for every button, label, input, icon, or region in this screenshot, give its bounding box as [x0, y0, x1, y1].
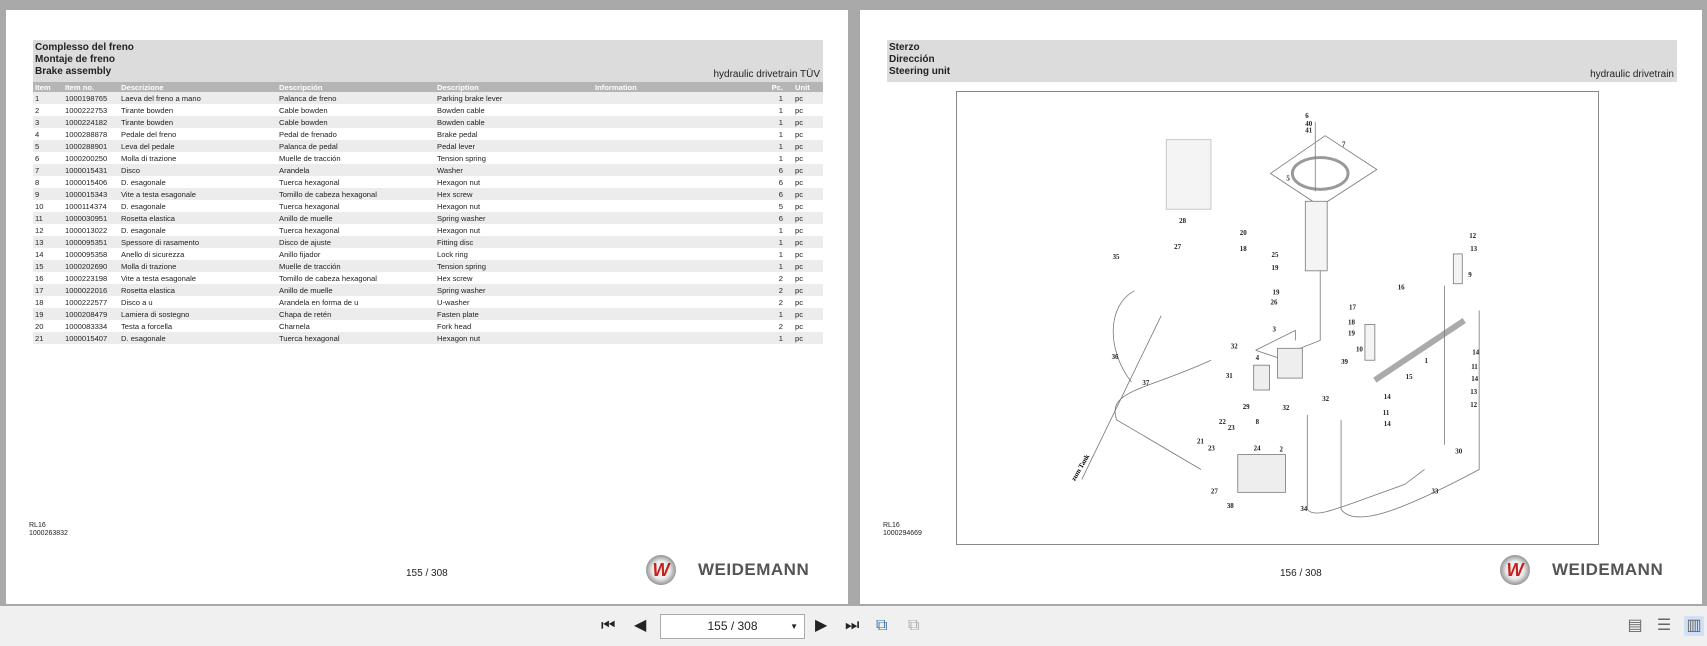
- table-row: [33, 176, 823, 188]
- table-cell: 1000224182: [63, 116, 119, 128]
- table-row: [33, 128, 823, 140]
- table-cell: 1: [778, 153, 783, 163]
- callout-label: 32: [1322, 394, 1330, 403]
- footer-model: RL16: [883, 522, 900, 529]
- table-row: [33, 116, 823, 128]
- first-page-button[interactable]: ⏮: [601, 617, 616, 634]
- column-header: Item: [33, 82, 63, 92]
- table-cell: 9: [33, 188, 63, 200]
- callout-label: 25: [1271, 250, 1279, 259]
- table-cell: 6: [759, 164, 793, 176]
- table-cell: Hexagon nut: [435, 332, 593, 344]
- callout-label: 27: [1174, 242, 1182, 251]
- table-cell: Spring washer: [435, 284, 593, 296]
- table-cell: Lamiera di sostegno: [119, 308, 277, 320]
- table-cell: [593, 92, 759, 104]
- table-cell: D. esagonale: [121, 177, 166, 187]
- callout-label: 35: [1112, 252, 1120, 261]
- table-cell: Hexagon nut: [437, 177, 481, 187]
- callout-label: 33: [1431, 487, 1439, 496]
- weidemann-logo: W WEIDEMANN: [1500, 553, 1680, 587]
- two-page-view-icon[interactable]: ▥: [1684, 616, 1704, 636]
- table-cell: Vite a testa esagonale: [121, 273, 197, 283]
- table-row: [33, 104, 823, 116]
- table-cell: Tuerca hexagonal: [279, 177, 340, 187]
- table-cell: pc: [793, 332, 823, 344]
- table-row: [33, 260, 823, 272]
- tank-label: zum Tank: [1069, 452, 1092, 483]
- table-cell: pc: [795, 225, 804, 235]
- table-cell: 11: [33, 212, 63, 224]
- table-cell: 1000030951: [63, 212, 119, 224]
- table-cell: pc: [795, 153, 804, 163]
- table-cell: 1: [778, 105, 783, 115]
- table-cell: D. esagonale: [121, 225, 166, 235]
- callout-label: 12: [1470, 400, 1478, 409]
- table-row: [33, 236, 823, 248]
- table-cell: 1000015407: [63, 332, 119, 344]
- callout-label: 40: [1305, 119, 1313, 128]
- callout-label: 8: [1255, 417, 1260, 426]
- callout-label: 17: [1349, 303, 1356, 312]
- right-page: [860, 10, 1702, 604]
- table-cell: pc: [795, 201, 804, 211]
- table-cell: Bowden cable: [435, 116, 593, 128]
- table-cell: Washer: [435, 164, 593, 176]
- table-row: [33, 272, 823, 284]
- table-cell: 1000208479: [63, 308, 119, 320]
- table-cell: pc: [793, 164, 823, 176]
- table-row: [33, 152, 823, 164]
- weidemann-logo: W WEIDEMANN: [646, 553, 826, 587]
- table-cell: 2: [759, 284, 793, 296]
- callout-label: 19: [1272, 288, 1280, 297]
- table-cell: [593, 260, 759, 272]
- table-cell: Anillo fijador: [279, 249, 321, 259]
- table-cell: Chapa de retén: [277, 308, 435, 320]
- table-row: [33, 200, 823, 212]
- callout-label: 41: [1305, 126, 1313, 135]
- table-cell: 8: [35, 177, 40, 187]
- table-cell: [593, 128, 759, 140]
- variant-label: hydraulic drivetrain TÜV: [713, 69, 820, 80]
- callout-label: 3: [1272, 325, 1277, 334]
- table-cell: Tirante bowden: [119, 116, 277, 128]
- callout-label: 15: [1405, 373, 1413, 382]
- column-header: Descripción: [277, 82, 435, 92]
- table-row: [33, 164, 823, 176]
- table-cell: 1000095358: [65, 249, 108, 259]
- table-cell: [593, 140, 759, 152]
- table-cell: pc: [795, 321, 804, 331]
- table-cell: 1: [759, 140, 793, 152]
- table-cell: pc: [795, 105, 804, 115]
- table-cell: Cable bowden: [279, 105, 328, 115]
- table-cell: 1000015431: [63, 164, 119, 176]
- table-cell: Muelle de tracción: [277, 260, 435, 272]
- callout-label: 4: [1255, 354, 1260, 363]
- table-cell: [593, 296, 759, 308]
- table-cell: Parking brake lever: [435, 92, 593, 104]
- table-row: [33, 320, 823, 332]
- callout-label: 5: [1286, 174, 1290, 183]
- last-page-button[interactable]: ⏭: [845, 617, 860, 634]
- table-cell: Tuerca hexagonal: [279, 201, 340, 211]
- next-page-button[interactable]: ▶: [815, 617, 828, 634]
- title-it: Sterzo: [889, 42, 920, 53]
- callout-label: 2: [1279, 445, 1283, 454]
- callout-label: 28: [1179, 217, 1187, 226]
- table-cell: pc: [795, 249, 804, 259]
- callout-label: 19: [1348, 329, 1355, 338]
- callout-label: 23: [1227, 423, 1235, 432]
- table-cell: 18: [35, 297, 44, 307]
- table-cell: D. esagonale: [121, 201, 166, 211]
- single-page-view-icon[interactable]: ▤: [1627, 617, 1643, 634]
- table-cell: 6: [35, 153, 40, 163]
- table-cell: Molla di trazione: [121, 153, 177, 163]
- table-cell: 1000022016: [63, 284, 119, 296]
- callout-label: 27: [1210, 487, 1218, 496]
- callout-label: 23: [1207, 444, 1215, 453]
- table-row: [33, 308, 823, 320]
- table-cell: Pedal lever: [435, 140, 593, 152]
- table-cell: [593, 164, 759, 176]
- table-cell: 6: [759, 212, 793, 224]
- table-cell: Arandela: [277, 164, 435, 176]
- table-cell: Anillo de muelle: [277, 212, 435, 224]
- callout-label: 36: [1111, 353, 1119, 362]
- title-en: Brake assembly: [35, 66, 112, 77]
- table-cell: U-washer: [437, 297, 470, 307]
- table-cell: Palanca de pedal: [277, 140, 435, 152]
- table-cell: Rosetta elastica: [119, 212, 277, 224]
- table-cell: Tension spring: [435, 260, 593, 272]
- table-cell: Spring washer: [435, 212, 593, 224]
- table-cell: [593, 176, 759, 188]
- table-cell: [593, 236, 759, 248]
- callout-label: 18: [1348, 318, 1355, 327]
- column-header: Pc.: [759, 82, 793, 92]
- table-cell: [593, 320, 759, 332]
- callout-label: 37: [1142, 379, 1150, 388]
- table-cell: [593, 248, 759, 260]
- table-cell: pc: [793, 308, 823, 320]
- table-cell: Anello di sicurezza: [121, 249, 185, 259]
- table-cell: Disco: [119, 164, 277, 176]
- table-cell: 1: [759, 260, 793, 272]
- table-cell: Arandela en forma de u: [279, 297, 359, 307]
- table-cell: pc: [793, 260, 823, 272]
- variant-label: hydraulic drivetrain: [1590, 69, 1674, 80]
- table-cell: pc: [793, 284, 823, 296]
- callout-label: 7: [1342, 140, 1346, 149]
- table-cell: 1000202690: [63, 260, 119, 272]
- table-cell: 1000198765: [63, 92, 119, 104]
- table-cell: pc: [793, 212, 823, 224]
- table-cell: Vite a testa esagonale: [119, 188, 277, 200]
- callout-label: 21: [1197, 437, 1204, 446]
- table-cell: Tuerca hexagonal: [277, 332, 435, 344]
- table-row: [33, 248, 823, 260]
- table-cell: 1: [778, 129, 783, 139]
- table-cell: 5: [778, 201, 783, 211]
- table-cell: 13: [33, 236, 63, 248]
- table-cell: Hexagon nut: [437, 225, 481, 235]
- table-cell: 20: [35, 321, 44, 331]
- section-header: [887, 40, 1677, 82]
- viewer-toolbar: [0, 606, 1707, 646]
- callout-label: 26: [1270, 298, 1278, 307]
- table-cell: Brake pedal: [437, 129, 478, 139]
- page-selector[interactable]: 155 / 308 ▼: [660, 614, 805, 639]
- table-cell: 1000288901: [63, 140, 119, 152]
- table-cell: Lock ring: [437, 249, 468, 259]
- table-cell: Rosetta elastica: [119, 284, 277, 296]
- table-cell: pc: [795, 177, 804, 187]
- table-cell: Tension spring: [437, 153, 486, 163]
- table-cell: pc: [793, 92, 823, 104]
- left-page: [6, 10, 848, 604]
- parts-table: [33, 82, 823, 344]
- table-cell: Leva del pedale: [119, 140, 277, 152]
- table-cell: 1000288878: [65, 129, 108, 139]
- table-cell: 4: [35, 129, 40, 139]
- table-cell: D. esagonale: [119, 332, 277, 344]
- table-cell: 14: [35, 249, 44, 259]
- table-cell: 19: [33, 308, 63, 320]
- table-cell: 5: [33, 140, 63, 152]
- column-header: Descrizione: [119, 82, 277, 92]
- table-row: [33, 332, 823, 344]
- callout-label: 32: [1230, 342, 1238, 351]
- table-cell: Pedale del freno: [121, 129, 177, 139]
- table-row: [33, 188, 823, 200]
- title-en: Steering unit: [889, 66, 951, 77]
- table-cell: 1000222753: [65, 105, 108, 115]
- table-cell: Bowden cable: [437, 105, 485, 115]
- callout-label: 16: [1397, 283, 1405, 292]
- table-cell: 7: [33, 164, 63, 176]
- table-row: [33, 140, 823, 152]
- callout-label: 32: [1282, 403, 1290, 412]
- callout-label: 1: [1424, 357, 1428, 366]
- column-header: Item no.: [63, 82, 119, 92]
- callout-label: 34: [1300, 505, 1308, 514]
- table-cell: 2: [778, 297, 783, 307]
- title-es: Dirección: [889, 54, 935, 65]
- table-cell: 1: [759, 116, 793, 128]
- table-cell: Fitting disc: [435, 236, 593, 248]
- table-cell: [593, 308, 759, 320]
- table-cell: Spessore di rasamento: [119, 236, 277, 248]
- table-cell: 1000222577: [65, 297, 108, 307]
- table-cell: Charnela: [279, 321, 310, 331]
- callout-label: 14: [1383, 419, 1391, 428]
- chevron-down-icon: ▼: [790, 622, 798, 631]
- callout-label: 22: [1218, 417, 1226, 426]
- callout-label: 14: [1472, 348, 1480, 357]
- table-cell: [593, 104, 759, 116]
- column-header: Description: [435, 82, 593, 92]
- callout-label: 11: [1471, 363, 1478, 372]
- table-cell: pc: [795, 129, 804, 139]
- back-view-icon[interactable]: ⧉: [876, 617, 888, 634]
- table-cell: 16: [35, 273, 44, 283]
- table-cell: 1000114374: [65, 201, 107, 211]
- table-cell: 1000013022: [65, 225, 108, 235]
- table-cell: 1: [33, 92, 63, 104]
- table-cell: 6: [759, 188, 793, 200]
- callout-label: 14: [1471, 375, 1479, 384]
- table-cell: pc: [793, 116, 823, 128]
- table-cell: [593, 188, 759, 200]
- table-cell: Disco de ajuste: [277, 236, 435, 248]
- table-cell: Tirante bowden: [121, 105, 174, 115]
- callout-label: 24: [1253, 444, 1261, 453]
- table-cell: 1: [759, 236, 793, 248]
- footer-doc-number: 1000294669: [883, 530, 922, 537]
- table-cell: [593, 332, 759, 344]
- table-cell: pc: [793, 140, 823, 152]
- table-cell: Fasten plate: [435, 308, 593, 320]
- callout-label: 31: [1225, 372, 1233, 381]
- table-cell: Tuerca hexagonal: [279, 225, 340, 235]
- callout-label: 38: [1226, 502, 1234, 511]
- table-cell: [593, 224, 759, 236]
- table-cell: Testa a forcella: [121, 321, 173, 331]
- table-cell: Cable bowden: [277, 116, 435, 128]
- callout-label: 30: [1455, 447, 1463, 456]
- table-cell: [593, 200, 759, 212]
- table-cell: 10: [35, 201, 44, 211]
- callout-label: 9: [1468, 270, 1472, 279]
- table-cell: 15: [33, 260, 63, 272]
- table-cell: Hexagon nut: [437, 201, 481, 211]
- table-cell: [593, 116, 759, 128]
- exploded-view-drawing: [957, 92, 1598, 544]
- column-header: Unit: [793, 82, 823, 92]
- table-cell: 1000015343: [63, 188, 119, 200]
- table-cell: 1000095351: [63, 236, 119, 248]
- footer-model: RL16: [29, 522, 46, 529]
- table-cell: 1: [759, 92, 793, 104]
- table-row: [33, 212, 823, 224]
- table-cell: 2: [35, 105, 40, 115]
- callout-label: 12: [1469, 232, 1477, 241]
- callout-label: 13: [1470, 387, 1478, 396]
- table-cell: 3: [33, 116, 63, 128]
- table-cell: 2: [778, 273, 783, 283]
- table-cell: Tomillo de cabeza hexagonal: [279, 273, 377, 283]
- table-cell: 1000200250: [65, 153, 108, 163]
- table-cell: pc: [793, 188, 823, 200]
- page-number: 155 / 308: [406, 568, 448, 579]
- forward-view-icon[interactable]: ⧉: [908, 617, 920, 634]
- table-cell: 1: [778, 225, 783, 235]
- table-cell: 1000015406: [65, 177, 108, 187]
- table-cell: [593, 212, 759, 224]
- table-cell: Molla di trazione: [119, 260, 277, 272]
- callout-label: 6: [1305, 111, 1309, 120]
- table-cell: Muelle de tracción: [279, 153, 341, 163]
- previous-page-button[interactable]: ◀: [634, 617, 647, 634]
- callout-label: 11: [1382, 408, 1390, 417]
- table-cell: 21: [33, 332, 63, 344]
- section-header: [33, 40, 823, 82]
- page-number: 156 / 308: [1280, 568, 1322, 579]
- callout-label: 29: [1242, 402, 1250, 411]
- callout-label: 10: [1355, 345, 1363, 354]
- steering-unit-diagram: [956, 91, 1599, 545]
- table-row: [33, 296, 823, 308]
- column-header: Information: [593, 82, 759, 92]
- callout-label: 13: [1470, 244, 1478, 253]
- table-cell: pc: [793, 236, 823, 248]
- table-cell: Hex screw: [435, 188, 593, 200]
- table-cell: 1: [759, 332, 793, 344]
- callout-label: 20: [1239, 229, 1247, 238]
- table-cell: pc: [795, 297, 804, 307]
- table-cell: 1: [759, 308, 793, 320]
- callout-label: 14: [1383, 392, 1391, 401]
- table-cell: 6: [778, 177, 783, 187]
- continuous-view-icon[interactable]: ☰: [1656, 617, 1672, 634]
- table-cell: 1000083334: [65, 321, 108, 331]
- table-cell: 2: [778, 321, 783, 331]
- table-cell: [593, 272, 759, 284]
- table-row: [33, 284, 823, 296]
- table-cell: Anillo de muelle: [277, 284, 435, 296]
- table-cell: Hex screw: [437, 273, 473, 283]
- table-cell: 1: [778, 249, 783, 259]
- table-cell: Fork head: [437, 321, 472, 331]
- callout-label: 18: [1239, 244, 1247, 253]
- table-cell: [593, 152, 759, 164]
- table-cell: 12: [35, 225, 44, 235]
- title-it: Complesso del freno: [35, 42, 134, 53]
- table-row: [33, 224, 823, 236]
- table-cell: Palanca de freno: [277, 92, 435, 104]
- callout-label: 39: [1341, 358, 1349, 367]
- table-row: [33, 92, 823, 104]
- table-cell: Tomillo de cabeza hexagonal: [277, 188, 435, 200]
- table-cell: pc: [795, 273, 804, 283]
- table-cell: Laeva del freno a mano: [119, 92, 277, 104]
- callout-label: 19: [1271, 263, 1279, 272]
- table-cell: 1000223198: [65, 273, 108, 283]
- table-cell: [593, 284, 759, 296]
- title-es: Montaje de freno: [35, 54, 116, 65]
- table-cell: 17: [33, 284, 63, 296]
- footer-doc-number: 1000263832: [29, 530, 68, 537]
- table-cell: Pedal de frenado: [279, 129, 337, 139]
- table-cell: Disco a u: [121, 297, 153, 307]
